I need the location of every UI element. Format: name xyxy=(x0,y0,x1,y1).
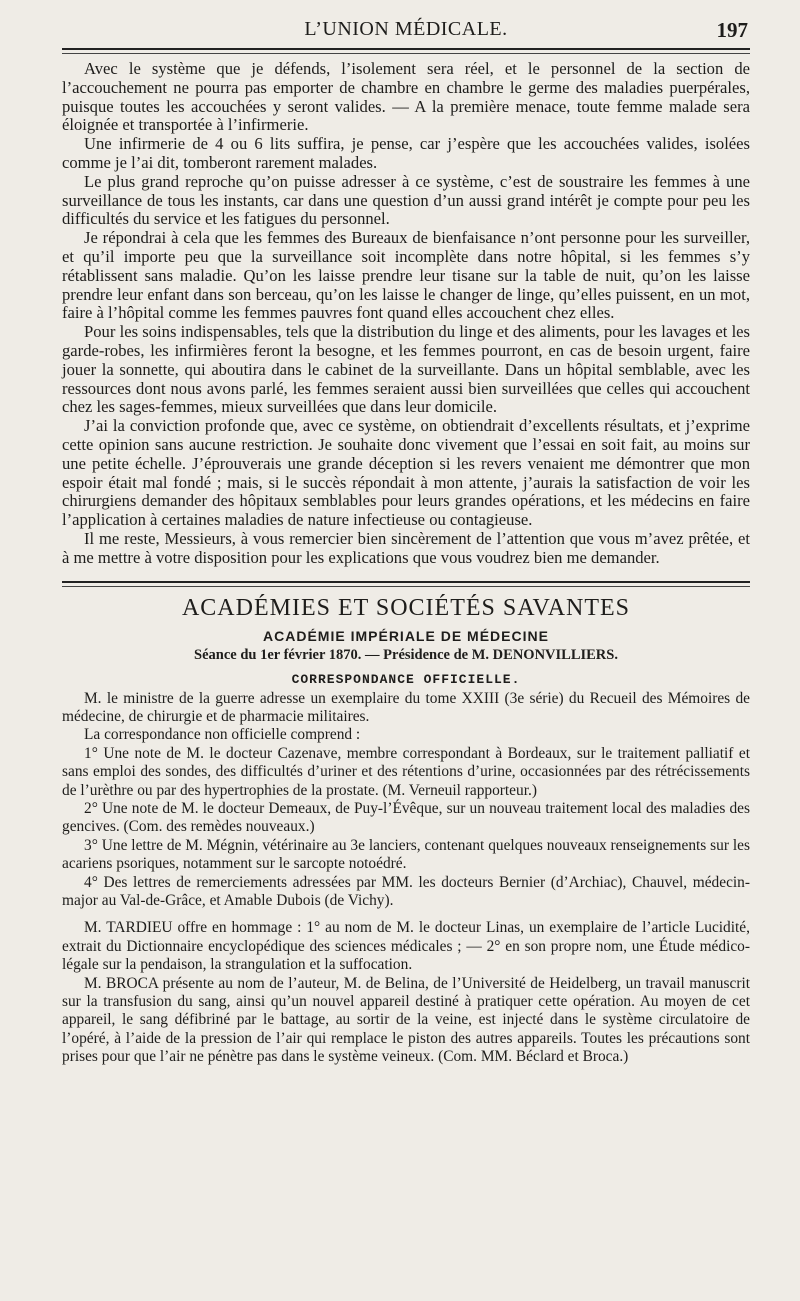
running-head xyxy=(62,14,750,42)
page-number: 197 xyxy=(716,18,748,42)
header-rule xyxy=(62,48,750,50)
paragraph: Il me reste, Messieurs, à vous remercier bien sincèrement de l’attention que vous m’avez prêtée, et à me mettre à votre disposition pour les explications que vous voudrez bien me demander. xyxy=(62,528,750,567)
paragraph: 4° Des lettres de remerciements adressées par MM. les docteurs Bernier (d’Archiac), Chauvel, médecin-major au Val-de-Grâce, et Amable Dubois (de Vichy). xyxy=(62,873,750,909)
paragraph: 2° Une note de M. le docteur Demeaux, de Puy-l’Évêque, sur un nouveau traitement local des maladies des gencives. (Com. des remèdes nouveaux.) xyxy=(62,799,750,836)
paragraph: 3° Une lettre de M. Mégnin, vétérinaire au 3e lanciers, contenant quelques nouveaux renseignements sur les acariens psoriques, notamment sur le sarcopte notoédré. xyxy=(62,836,750,873)
correspondence-body xyxy=(62,690,750,1067)
academy-title: ACADÉMIE IMPÉRIALE DE MÉDECINE xyxy=(263,627,549,644)
paragraph: J’ai la conviction profonde que, avec ce système, on obtiendrait d’excellents résultats, et j’exprime cette opinion sans aucune restriction. Je souhaite donc vivement que l’essai en soit fait, au moins sur une petite échelle. J’éprouverais une grande déception si les revers venaient me démontrer que mon espoir était mal fondé ; mais, si le succès répondait à mon attente, j’aurais la satisfaction de voir les chirurgiens demander des hôpitaux semblables pour leurs grandes opérations, et les médecins en faire l’application à certaines maladies de nature infectieuse ou contagieuse. xyxy=(62,416,750,530)
article-body xyxy=(62,60,750,1067)
paragraph: Pour les soins indispensables, tels que la distribution du linge et des aliments, pour les lavages et les garde-robes, les infirmières feront la besogne, et les femmes pourront, en cas de besoin urgent, faire jouer la sonnette, qui aboutira dans le cabinet de la surveillante. Dans un hôpital semblable, avec les ressources dont nous avons parlé, les femmes seraient aussi bien surveillées que celles qui accouchent chez les sages-femmes, mieux surveillées que dans leur domicile. xyxy=(62,322,750,417)
paragraph: Une infirmerie de 4 ou 6 lits suffira, je pense, car j’espère que les accouchées valides, isolées comme je l’ai dit, tomberont rarement malades. xyxy=(62,134,750,172)
section-divider xyxy=(62,581,750,583)
paragraph: Le plus grand reproche qu’on puisse adresser à ce système, c’est de soustraire les femmes à une surveillance de tous les instants, car dans une question d’un aussi grand intérêt je compte pour peu les difficultés du service et les fatigues du personnel. xyxy=(62,171,750,229)
paragraph: M. BROCA présente au nom de l’auteur, M. de Belina, de l’Université de Heidelberg, un travail manuscrit sur la transfusion du sang, ainsi qu’un nouvel appareil destiné à pratiquer cette opération. Au moyen de cet appareil, le sang défibriné par le battage, au sortir de la veine, est injecté dans le système circulatoire de l’opéré, à l’aide de la pression de l’air qui remplace le piston des autres appareils. Toutes les précautions sont prises pour que l’air ne pénètre pas dans le système veineux. (Com. MM. Béclard et Broca.) xyxy=(62,974,750,1066)
spacer xyxy=(62,910,750,919)
paragraph: M. TARDIEU offre en hommage : 1° au nom de M. le docteur Linas, un exemplaire de l’article Lucidité, extrait du Dictionnaire encyclopédique des sciences médicales ; — 2° en son propre nom, une Étude médico-légale sur la pendaison, la strangulation et la suffocation. xyxy=(62,919,750,974)
paragraph: 1° Une note de M. le docteur Cazenave, membre correspondant à Bordeaux, sur le traitement palliatif et sans emploi des sondes, des difficultés d’uriner et des rétentions d’urine, occasionnées par des rétrécissements de l’urèthre ou par des hypertrophies de la prostate. (M. Verneuil rapporteur.) xyxy=(62,744,750,799)
paragraph: M. le ministre de la guerre adresse un exemplaire du tome XXIII (3e série) du Recueil des Mémoires de médecine, de chirurgie et de pharmacie militaires. xyxy=(62,689,750,725)
paragraph: Avec le système que je défends, l’isolement sera réel, et le personnel de la section de l’accouchement ne pourra pas emporter de chambre en chambre le germe des maladies puerpérales, puisque toutes les accouchées y seront valides. — A la première menace, toute femme malade sera éloignée et transportée à l’infirmerie. xyxy=(62,59,750,135)
correspondence-heading: CORRESPONDANCE OFFICIELLE. xyxy=(291,671,521,687)
running-title: L’UNION MÉDICALE. xyxy=(304,18,508,40)
section-title: ACADÉMIES ET SOCIÉTÉS SAVANTES xyxy=(181,594,631,621)
paragraph: La correspondance non officielle comprend : xyxy=(84,726,361,744)
session-line: Séance du 1er février 1870. — Présidence de M. DENONVILLIERS. xyxy=(194,646,618,663)
paragraph: Je répondrai à cela que les femmes des Bureaux de bienfaisance n’ont personne pour les surveiller, et qu’il importe peu que la surveillance soit incomplète dans notre hôpital, si les femmes s’y rétablissent sans maladie. Qu’on les laisse prendre leur tisane sur la table de nuit, qu’on les laisse prendre leur enfant dans son berceau, qu’on les laisse le changer de linge, qu’elles puissent, en un mot, faire à l’hôpital comme les femmes pauvres font quand elles accouchent chez elles. xyxy=(62,228,750,323)
